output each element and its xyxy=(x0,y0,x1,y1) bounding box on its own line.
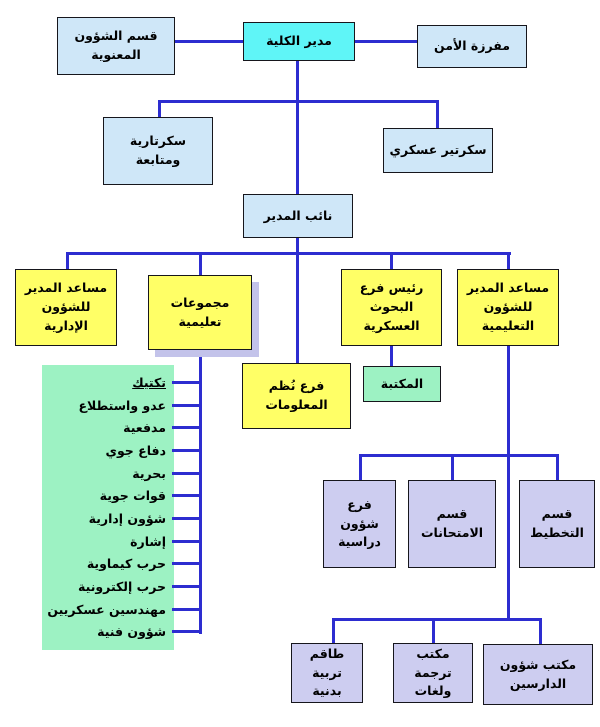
unit-item xyxy=(46,553,166,576)
connector-line xyxy=(199,350,202,634)
unit-item xyxy=(46,598,166,621)
unit-item xyxy=(46,484,166,507)
connector-line xyxy=(390,252,393,270)
node-library: المكتبة xyxy=(363,366,441,402)
node-translation-languages-office: مكتب ترجمة ولغات xyxy=(393,643,473,703)
unit-item-label: شؤون إدارية xyxy=(88,510,166,526)
unit-connector-tick xyxy=(172,472,202,475)
node-educational-groups: مجموعات تعليمية xyxy=(148,275,252,350)
unit-item-label: إشارة xyxy=(130,533,166,549)
unit-item-label: مدفعية xyxy=(123,420,166,436)
unit-item-label: شؤون فنية xyxy=(97,624,166,640)
connector-line xyxy=(359,454,559,457)
connector-line xyxy=(355,40,417,43)
unit-connector-tick xyxy=(172,585,202,588)
node-information-systems: فرع نُظم المعلومات xyxy=(242,363,351,429)
connector-line xyxy=(66,252,511,255)
connector-line xyxy=(296,238,299,364)
unit-item xyxy=(46,416,166,439)
unit-connector-tick xyxy=(172,426,202,429)
node-military-research-head: رئيس فرع البحوث العسكرية xyxy=(341,269,442,346)
unit-item-label: حرب كيماوية xyxy=(86,556,166,572)
connector-line xyxy=(332,618,335,644)
unit-item-label: دفاع جوي xyxy=(105,442,166,458)
node-study-affairs-branch: فرع شؤون دراسية xyxy=(323,480,396,568)
connector-line xyxy=(359,454,362,481)
unit-item-label: حرب إلكترونية xyxy=(78,579,166,595)
unit-item xyxy=(46,621,166,644)
connector-line xyxy=(199,252,202,276)
connector-line xyxy=(436,100,439,129)
connector-line xyxy=(175,40,243,43)
connector-line xyxy=(158,100,438,103)
connector-line xyxy=(507,252,510,270)
unit-item-label: مهندسين عسكريين xyxy=(47,601,166,617)
educational-units-list xyxy=(42,365,174,643)
node-deputy-director: نائب المدير xyxy=(243,194,353,238)
unit-item-label: تكتيك xyxy=(132,374,166,390)
node-moral-affairs-dept: قسم الشؤون المعنوية xyxy=(57,17,175,75)
unit-connector-tick xyxy=(172,381,202,384)
unit-connector-tick xyxy=(172,449,202,452)
unit-connector-tick xyxy=(172,562,202,565)
unit-item-label: عدو واستطلاع xyxy=(78,397,166,413)
unit-item xyxy=(46,371,166,394)
connector-line xyxy=(332,618,542,621)
unit-item xyxy=(46,439,166,462)
unit-item xyxy=(46,507,166,530)
unit-item-label: بحرية xyxy=(132,465,166,481)
connector-line xyxy=(556,454,559,481)
node-examinations-dept: قسم الامتحانات xyxy=(408,480,496,568)
unit-connector-tick xyxy=(172,630,202,633)
connector-line xyxy=(539,618,542,645)
node-assistant-director-education: مساعد المدير للشؤون التعليمية xyxy=(457,269,559,346)
unit-connector-tick xyxy=(172,494,202,497)
node-secretariat-followup: سكرتارية ومتابعة xyxy=(103,117,213,185)
unit-item xyxy=(46,394,166,417)
node-security-detachment: مفرزة الأمن xyxy=(417,25,527,68)
unit-item xyxy=(46,462,166,485)
unit-item xyxy=(46,530,166,553)
connector-line xyxy=(507,346,510,621)
unit-connector-tick xyxy=(172,404,202,407)
educational-units-panel xyxy=(42,365,174,650)
unit-item-label: قوات جوية xyxy=(99,488,166,504)
connector-line xyxy=(296,61,299,195)
node-planning-dept: قسم التخطيط xyxy=(519,480,595,568)
connector-line xyxy=(158,100,161,118)
unit-connector-tick xyxy=(172,540,202,543)
connector-line xyxy=(432,618,435,644)
unit-connector-tick xyxy=(172,517,202,520)
unit-connector-tick xyxy=(172,608,202,611)
node-military-secretary: سكرتير عسكري xyxy=(383,128,493,173)
node-physical-education-staff: طاقم تربية بدنية xyxy=(291,643,363,703)
unit-item xyxy=(46,575,166,598)
node-director: مدير الكلية xyxy=(243,22,355,61)
connector-line xyxy=(66,252,69,270)
node-students-affairs-office: مكتب شؤون الدارسين xyxy=(483,644,593,705)
connector-line xyxy=(451,454,454,481)
node-assistant-director-admin: مساعد المدير للشؤون الإدارية xyxy=(15,269,117,346)
connector-line xyxy=(390,346,393,367)
